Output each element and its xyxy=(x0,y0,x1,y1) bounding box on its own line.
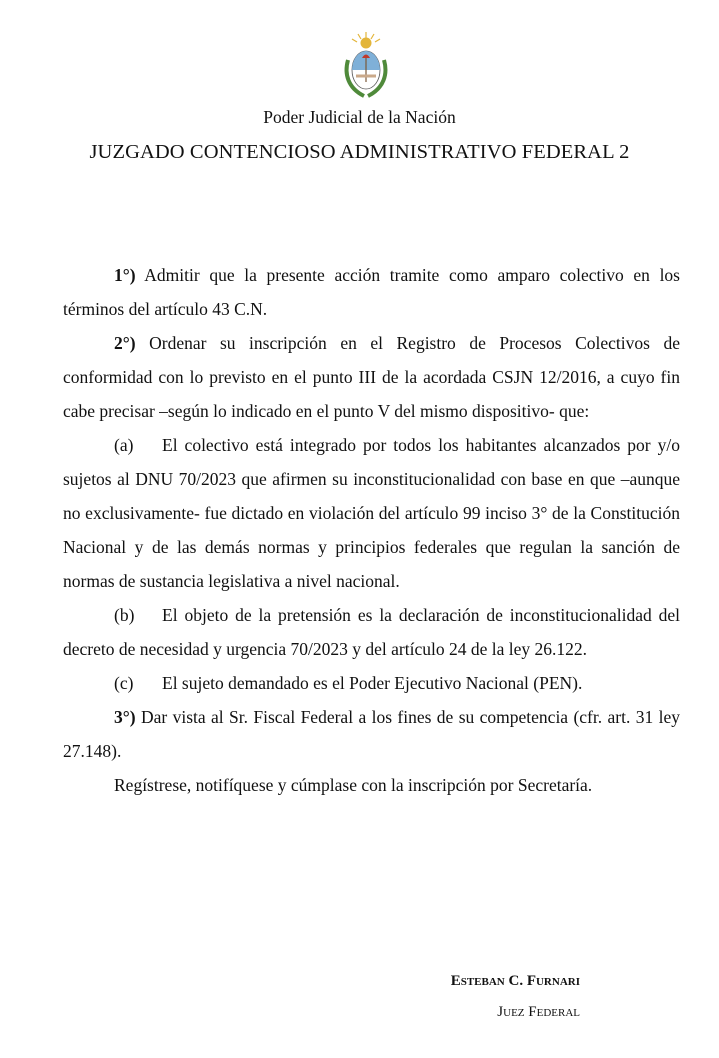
item-b xyxy=(63,598,680,666)
item-label: (c) xyxy=(114,673,134,693)
paragraph-number: 1°) xyxy=(114,265,136,285)
item-label: (a) xyxy=(114,435,134,455)
signature-name: Esteban C. Furnari xyxy=(450,973,580,989)
argentina-coat-of-arms-icon xyxy=(340,30,392,102)
paragraph-1 xyxy=(63,258,680,326)
paragraph-number: 2°) xyxy=(114,333,136,353)
paragraph-text: Dar vista al Sr. Fiscal Federal a los fines de su competencia (cfr. art. 31 ley 27.148). xyxy=(63,707,680,761)
item-a xyxy=(63,428,680,598)
paragraph-number: 3°) xyxy=(114,707,136,727)
institution-name: Poder Judicial de la Nación xyxy=(263,107,456,127)
paragraph-2 xyxy=(63,326,680,428)
signature-title: Juez Federal xyxy=(497,1004,580,1020)
court-name: JUZGADO CONTENCIOSO ADMINISTRATIVO FEDERAL 2 xyxy=(89,141,630,163)
item-text: El sujeto demandado es el Poder Ejecutivo Nacional (PEN). xyxy=(162,673,583,693)
closing-paragraph: Regístrese, notifíquese y cúmplase con la inscripción por Secretaría. xyxy=(114,775,593,795)
resolution-body xyxy=(63,258,680,802)
paragraph-text: Ordenar su inscripción en el Registro de Procesos Colectivos de conformidad con lo previsto en el punto III de la acordada CSJN 12/2016, a cuyo fin cabe precisar –según lo indicado en el punto V del mismo dispositivo- que: xyxy=(63,333,680,421)
item-text: El objeto de la pretensión es la declaración de inconstitucionalidad del decreto de necesidad y urgencia 70/2023 y del artículo 24 de la ley 26.122. xyxy=(63,605,680,659)
item-label: (b) xyxy=(114,605,135,625)
paragraph-3 xyxy=(63,700,680,768)
item-text: El colectivo está integrado por todos los habitantes alcanzados por y/o sujetos al DNU 70/2023 que afirmen su inconstitucionalidad con base en que –aunque no exclusivamente- fue dictado en violación del artículo 99 inciso 3° de la Constitución Nacional y de las demás normas y principios federales que regulan la sanción de normas de sustancia legislativa a nivel nacional. xyxy=(63,435,680,591)
item-c xyxy=(63,666,680,700)
paragraph-text: Admitir que la presente acción tramite como amparo colectivo en los términos del artículo 43 C.N. xyxy=(63,265,680,319)
